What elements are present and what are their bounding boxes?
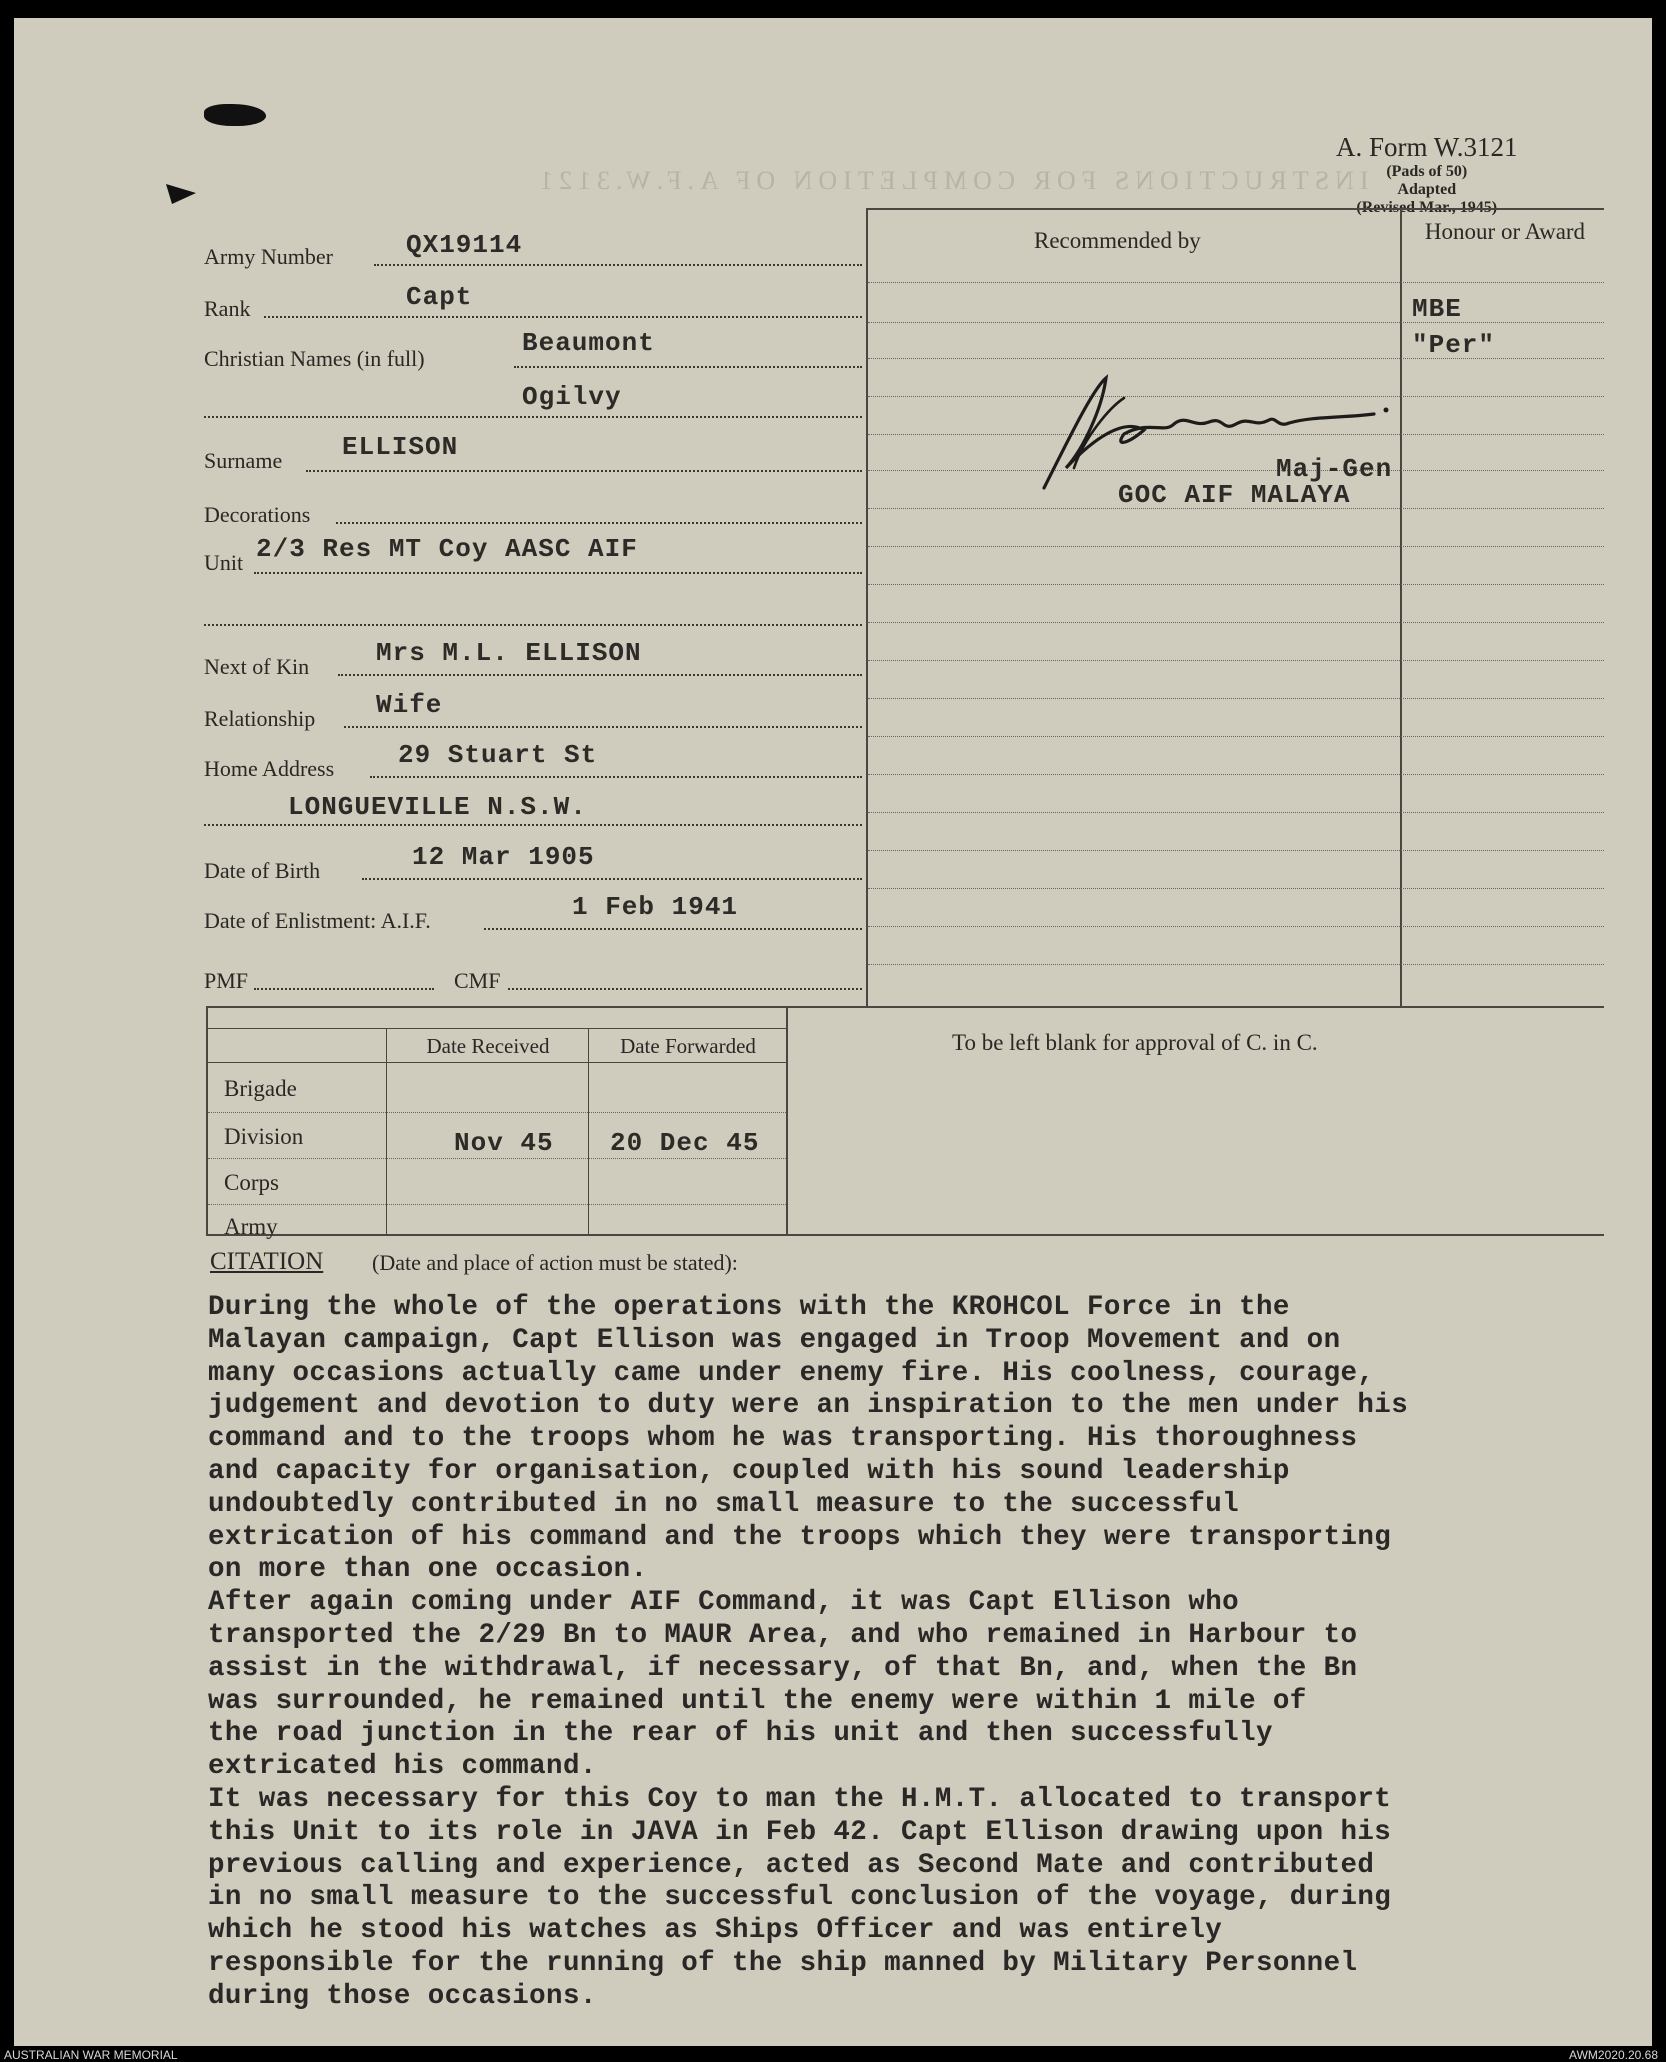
citation-line: It was necessary for this Coy to man the H.M.T. allocated to transport — [208, 1783, 1392, 1815]
christian-names-line — [514, 366, 862, 368]
next-of-kin-value: Mrs M.L. ELLISON — [376, 638, 642, 668]
army-number-value: QX19114 — [406, 230, 523, 260]
home-address-label: Home Address — [204, 756, 335, 781]
table-row-rule — [208, 1204, 786, 1205]
recommend-row — [868, 964, 1604, 965]
recommend-row — [868, 774, 1604, 775]
form-pads: (Pads of 50) — [1386, 163, 1468, 180]
award-line-1: MBE — [1412, 294, 1462, 324]
recommender-rank: Maj-Gen — [1276, 454, 1393, 484]
unit-line-2 — [204, 624, 862, 626]
citation-line: previous calling and experience, acted as Second Mate and contributed — [208, 1849, 1375, 1881]
citation-line: was surrounded, he remained until the enemy were within 1 mile of — [208, 1685, 1307, 1717]
next-of-kin-line — [338, 674, 862, 676]
recommend-row — [868, 660, 1604, 661]
form-sheet — [14, 18, 1652, 2046]
decorations-label: Decorations — [204, 502, 311, 527]
date-of-birth-line — [362, 878, 862, 880]
address-line-2: LONGUEVILLE N.S.W. — [288, 792, 587, 822]
citation-line: After again coming under AIF Command, it was Capt Ellison who — [208, 1587, 1240, 1619]
christian-names-label: Christian Names (in full) — [204, 346, 425, 371]
pmf-line — [254, 988, 434, 990]
rank-line — [264, 316, 862, 318]
christian-name-1: Beaumont — [522, 328, 655, 358]
mid-section-rule — [206, 1006, 1604, 1008]
citation-line: the road junction in the rear of his unit and then successfully — [208, 1718, 1273, 1750]
rank-value: Capt — [406, 282, 473, 312]
citation-line: this Unit to its role in JAVA in Feb 42. Capt Ellison drawing upon his — [208, 1816, 1392, 1848]
citation-text — [208, 1292, 1628, 2014]
ink-blot — [204, 104, 266, 126]
row-division: Division — [224, 1124, 304, 1149]
form-adapted: Adapted — [1397, 181, 1457, 198]
relationship-value: Wife — [376, 690, 443, 720]
pmf-label: PMF — [204, 968, 249, 993]
citation-line: which he stood his watches as Ships Officer and was entirely — [208, 1915, 1223, 1947]
unit-label: Unit — [204, 550, 244, 575]
recommend-row — [868, 546, 1604, 547]
enlistment-value: 1 Feb 1941 — [572, 892, 739, 922]
ink-mark — [166, 184, 196, 204]
footer-right: AWM2020.20.68 — [1569, 2048, 1658, 2062]
division-forwarded: 20 Dec 45 — [610, 1128, 760, 1158]
recommend-row — [868, 812, 1604, 813]
enlistment-line — [484, 928, 862, 930]
table-header-rule — [208, 1062, 786, 1063]
row-corps: Corps — [224, 1170, 279, 1195]
recommend-row — [868, 698, 1604, 699]
surname-line — [306, 470, 862, 472]
cmf-line — [508, 988, 862, 990]
home-address-line-2 — [204, 824, 862, 826]
relationship-label: Relationship — [204, 706, 316, 731]
table-row-rule — [208, 1112, 786, 1113]
footer-left: AUSTRALIAN WAR MEMORIAL — [4, 2048, 178, 2062]
recommended-by-label: Recommended by — [1034, 228, 1201, 253]
row-brigade: Brigade — [224, 1076, 297, 1101]
decorations-line — [336, 522, 862, 524]
honour-award-label: Honour or Award — [1424, 219, 1586, 244]
citation-heading: CITATION — [210, 1248, 324, 1275]
citation-line: During the whole of the operations with the KROHCOL Force in the — [208, 1292, 1290, 1323]
cmf-label: CMF — [454, 968, 501, 993]
citation-line: command and to the troops whom he was transporting. His thoroughness — [208, 1423, 1358, 1455]
citation-line: extricated his command. — [208, 1751, 597, 1783]
relationship-line — [344, 726, 862, 728]
surname-value: ELLISON — [342, 432, 459, 462]
bleed-through-heading: INSTRUCTIONS FOR COMPLETION OF A.F.W.3121 — [534, 166, 1369, 195]
army-number-label: Army Number — [204, 244, 333, 269]
recommender-title: GOC AIF MALAYA — [1118, 480, 1351, 510]
col-date-forwarded: Date Forwarded — [620, 1034, 756, 1058]
top-right-rule — [866, 208, 1604, 210]
surname-label: Surname — [204, 448, 283, 473]
citation-line: extrication of his command and the troops which they were transporting — [208, 1521, 1392, 1553]
citation-line: on more than one occasion. — [208, 1554, 648, 1586]
recommend-row — [868, 322, 1604, 323]
form-number-block — [1336, 132, 1518, 217]
citation-note: (Date and place of action must be stated): — [372, 1250, 738, 1275]
citation-line: undoubtedly contributed in no small measure to the successful — [208, 1488, 1240, 1520]
unit-value: 2/3 Res MT Coy AASC AIF — [256, 534, 638, 564]
citation-line: Malayan campaign, Capt Ellison was engaged in Troop Movement and on — [208, 1324, 1341, 1356]
address-line-1: 29 Stuart St — [398, 740, 598, 770]
award-line-2: "Per" — [1412, 330, 1496, 360]
unit-line — [254, 572, 862, 574]
citation-line: during those occasions. — [208, 1980, 597, 2012]
routing-bottom-rule — [206, 1234, 1604, 1236]
citation-line: in no small measure to the successful conclusion of the voyage, during — [208, 1882, 1392, 1914]
recommend-row — [868, 584, 1604, 585]
enlistment-label: Date of Enlistment: A.I.F. — [204, 908, 431, 933]
rank-label: Rank — [204, 296, 251, 321]
home-address-line — [370, 776, 862, 778]
recommend-row — [868, 736, 1604, 737]
row-army: Army — [224, 1214, 278, 1239]
next-of-kin-label: Next of Kin — [204, 654, 310, 679]
left-panel-divider — [866, 208, 868, 1006]
recommend-row — [868, 282, 1604, 283]
christian-name-2: Ogilvy — [522, 382, 622, 412]
citation-line: transported the 2/29 Bn to MAUR Area, and who remained in Harbour to — [208, 1619, 1358, 1651]
date-of-birth-label: Date of Birth — [204, 858, 321, 883]
form-id: A. Form W.3121 — [1336, 132, 1518, 162]
table-right — [786, 1028, 787, 1234]
recommend-row — [868, 850, 1604, 851]
table-top — [208, 1028, 786, 1029]
recommend-row — [868, 888, 1604, 889]
citation-line: and capacity for organisation, coupled with his sound leadership — [208, 1455, 1290, 1487]
citation-line: judgement and devotion to duty were an inspiration to the men under his — [208, 1390, 1409, 1422]
honour-column-divider — [1400, 208, 1402, 1006]
recommend-row — [868, 926, 1604, 927]
citation-line: responsible for the running of the ship manned by Military Personnel — [208, 1947, 1358, 1979]
routing-table — [208, 1028, 786, 1239]
division-received: Nov 45 — [454, 1128, 554, 1158]
citation-line: many occasions actually came under enemy fire. His coolness, courage, — [208, 1357, 1375, 1389]
citation-line: assist in the withdrawal, if necessary, of that Bn, and, when the Bn — [208, 1652, 1358, 1684]
recommend-row — [868, 622, 1604, 623]
col-date-received: Date Received — [426, 1034, 550, 1058]
christian-names-line-2 — [204, 416, 862, 418]
approval-note: To be left blank for approval of C. in C. — [952, 1030, 1318, 1055]
date-of-birth-value: 12 Mar 1905 — [412, 842, 595, 872]
army-number-line — [374, 264, 862, 266]
table-row-rule — [208, 1158, 786, 1159]
